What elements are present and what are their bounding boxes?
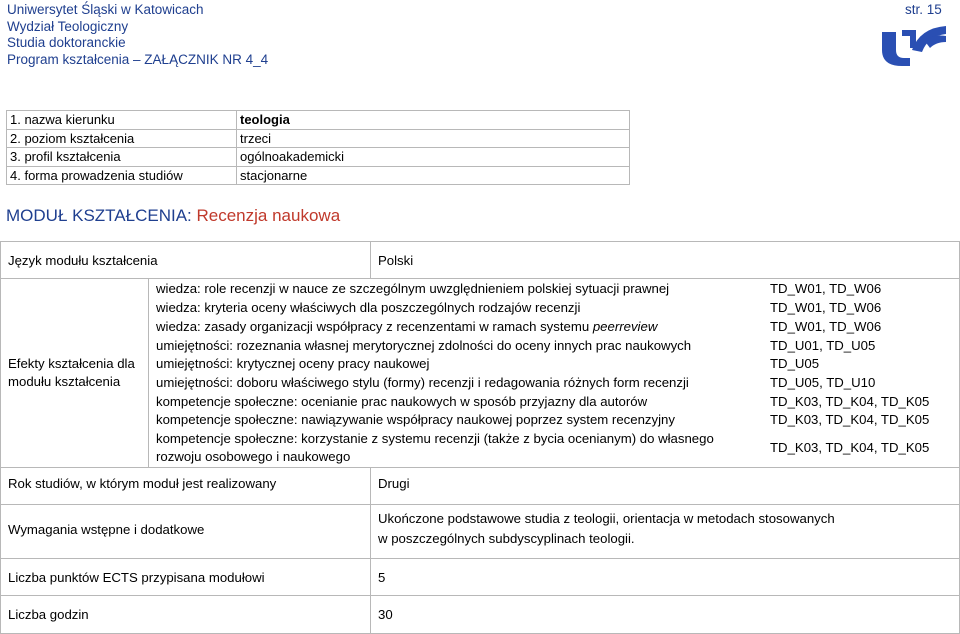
university-logo-icon [876,20,948,70]
page-number: str. 15 [905,2,942,17]
table-row [7,148,630,167]
field-label: 1. nazwa kierunku [7,111,237,130]
university-name: Uniwersytet Śląski w Katowicach [7,2,204,17]
outcome-codes: TD_U05, TD_U10 [770,375,876,390]
requirements-value-line: Ukończone podstawowe studia z teologii, orientacja w metodach stosowanych [378,511,835,526]
outcome-item: kompetencje społeczne: ocenianie prac naukowych w sposób przyjazny dla autorów [156,394,648,409]
outcome-item: kompetencje społeczne: nawiązywanie współpracy naukowej poprzez system recenzyjny [156,412,675,427]
requirements-label: Wymagania wstępne i dodatkowe [8,522,205,537]
outcome-item-line: kompetencje społeczne: korzystanie z systemu recenzji (także z bycia ocenianym) do własnego [156,431,714,446]
language-value: Polski [378,253,414,268]
program-attachment: Program kształcenia – ZAŁĄCZNIK NR 4_4 [7,51,269,67]
module-title [6,206,340,226]
outcome-item: umiejętności: doboru właściwego stylu (formy) recenzji i redagowania różnych form recenzji [156,375,689,390]
outcome-italic-term: peerreview [592,319,658,334]
outcome-codes: TD_K03, TD_K04, TD_K05 [770,412,930,427]
outcome-item-line: rozwoju osobowego i naukowego [156,449,351,464]
outcome-text: wiedza: zasady organizacji współpracy z recenzentami w ramach systemu [156,319,593,334]
module-title-prefix: MODUŁ KSZTAŁCENIA: [6,206,197,225]
hours-value: 30 [378,607,393,622]
outcome-codes: TD_K03, TD_K04, TD_K05 [770,394,930,409]
study-type: Studia doktoranckie [7,35,126,50]
outcome-codes: TD_K03, TD_K04, TD_K05 [770,440,930,455]
faculty-name: Wydział Teologiczny [7,18,129,34]
ects-value: 5 [378,570,386,585]
table-row [7,166,630,185]
outcome-item: umiejętności: krytycznej oceny pracy naukowej [156,356,430,371]
field-label: 4. forma prowadzenia studiów [7,166,237,185]
outcome-codes: TD_W01, TD_W06 [770,319,882,334]
field-label: 2. poziom kształcenia [7,129,237,148]
field-value: trzeci [237,129,630,148]
field-label: 3. profil kształcenia [7,148,237,167]
outcome-codes: TD_W01, TD_W06 [770,281,882,296]
ects-value-cell [370,558,960,596]
year-value: Drugi [378,476,410,491]
outcome-item: umiejętności: rozeznania własnej merytorycznej zdolności do oceny innych prac naukowych [156,338,692,353]
table-row [7,111,630,130]
effects-label-line: modułu kształcenia [8,374,121,389]
hours-label: Liczba godzin [8,607,89,622]
program-info-table [6,110,630,185]
ects-label: Liczba punktów ECTS przypisana modułowi [8,570,265,585]
field-value: stacjonarne [237,166,630,185]
outcome-item [156,318,657,337]
effects-label-line: Efekty kształcenia dla [8,356,135,371]
language-label: Język modułu kształcenia [8,253,158,268]
outcome-codes: TD_U05 [770,356,820,371]
field-value: ogólnoakademicki [237,148,630,167]
outcome-codes: TD_W01, TD_W06 [770,300,882,315]
hours-value-cell [370,595,960,634]
document-header [7,2,268,68]
outcome-item: wiedza: role recenzji w nauce ze szczególnym uwzględnieniem polskiej sytuacji prawnej [156,281,670,296]
outcome-codes: TD_U01, TD_U05 [770,338,876,353]
year-label: Rok studiów, w którym moduł jest realizowany [8,476,277,491]
requirements-value-line: w poszczególnych subdyscyplinach teologii. [378,531,635,546]
outcome-item: wiedza: kryteria oceny właściwych dla poszczególnych rodzajów recenzji [156,300,581,315]
module-name: Recenzja naukowa [196,206,341,225]
field-value: teologia [237,111,630,130]
table-row [7,129,630,148]
year-value-cell [370,467,960,505]
language-value-cell [370,241,960,279]
